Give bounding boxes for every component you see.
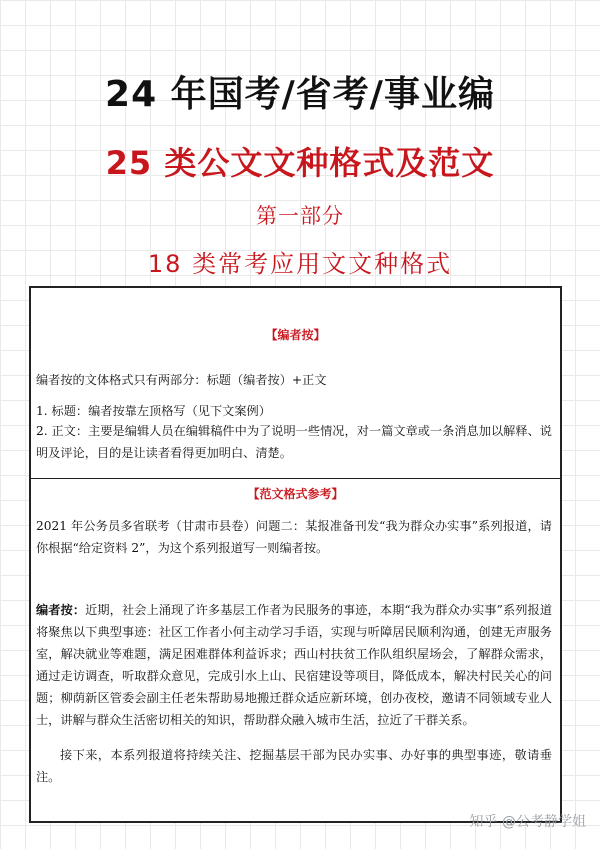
format-item-1: 1. 标题：编者按靠左顶格写（见下文案例） — [36, 404, 271, 418]
example-body-2: 接下来，本系列报道将持续关注、挖掘基层干部为民办实事、办好事的典型事迹，敬请垂注。 — [36, 748, 552, 784]
format-item-2: 2. 正文：主要是编辑人员在编辑稿件中为了说明一些情况，对一篇文章或一条消息加以解释、说明及评论，目的是让读者看得更加明白、清楚。 — [36, 424, 552, 460]
example-body-1 — [36, 599, 552, 731]
format-section — [31, 288, 560, 478]
part-label: 第一部分 — [256, 204, 344, 228]
format-intro: 编者按的文体格式只有两部分：标题（编者按）+正文 — [36, 373, 327, 387]
lead-label: 编者按： — [36, 603, 86, 617]
watermark: 知乎 @公考静学姐 — [469, 814, 586, 830]
example-question: 2021 年公务员多省联考（甘肃市县卷）问题二：某报准备刊发“我为群众办实事”系列报道，请你根据“给定资料 2”，为这个系列报道写一则编者按。 — [36, 519, 552, 555]
section-subtitle: 18 类常考应用文文种格式 — [147, 250, 453, 278]
example-tag: 【范文格式参考】 — [247, 487, 344, 501]
content-box — [29, 286, 562, 823]
main-title: 24 年国考/省考/事业编 — [105, 74, 495, 115]
format-tag: 【编者按】 — [265, 328, 326, 342]
section-divider — [31, 478, 560, 479]
example-body-1-text: 近期，社会上涌现了许多基层工作者为民服务的事迹，本期“我为群众办实事”系列报道将聚焦以下典型事迹：社区工作者小何主动学习手语，实现与听障居民顺利沟通，创建无声服务室，解决就业等难题，满足困难群体利益诉求；西山村扶贫工作队组织屋场会，了解群众需求，通过走访调查，听取群众意见，完成引水上山、民宿建设等项目，降低成本，解决村民关心的问题；柳荫新区管委会副主任老朱帮助易地搬迁群众适应新环境，创办夜校，邀请不同领域专业人士，讲解与群众生活密切相关的知识，帮助群众融入城市生活，拉近了干群关系。 — [36, 603, 553, 727]
sub-title: 25 类公文文种格式及范文 — [105, 144, 495, 182]
